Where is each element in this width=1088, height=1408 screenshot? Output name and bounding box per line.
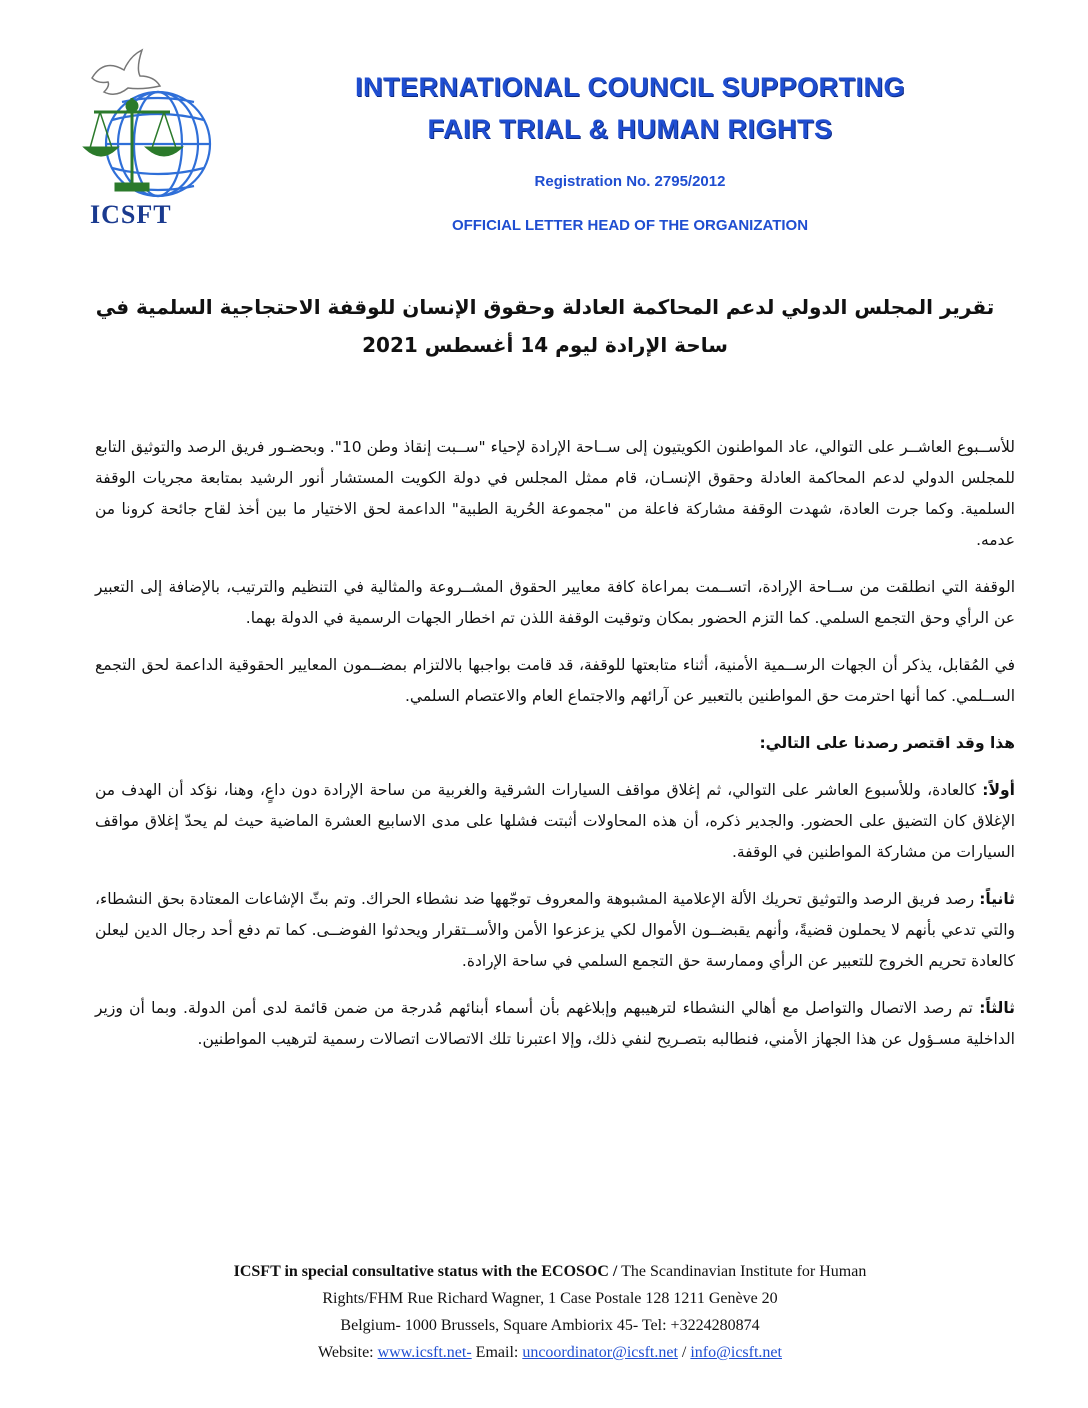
email-link-info[interactable]: info@icsft.net	[690, 1344, 782, 1361]
letterhead-label: OFFICIAL LETTER HEAD OF THE ORGANIZATION	[451, 217, 809, 234]
dove-scales-globe-icon	[70, 36, 220, 206]
report-body	[95, 432, 1015, 1071]
item-2-lead: ثانياً:	[979, 890, 1015, 908]
paragraph-2: الوقفة التي انطلقت من ســاحة الإرادة، اتســمت بمراعاة كافة معايير الحقوق المشــروعة والمثالية في التنظيم والترتيب، بالإضافة إلى التعبير عن الرأي وحق التجمع السلمي. كما التزم الحضور بمكان وتوقيت الوقفة اللذن تم اخطار الجهات الرسمية في الدولة بهما.	[95, 578, 1015, 627]
website-link[interactable]: www.icsft.net-	[377, 1344, 472, 1361]
email-label: Email:	[471, 1344, 523, 1361]
footer-line-4	[90, 1339, 1010, 1366]
footer-line-2: Rights/FHM Rue Richard Wagner, 1 Case Postale 128 1211 Genève 20	[322, 1290, 778, 1307]
item-3-text: تم رصد الاتصال والتواصل مع أهالي النشطاء لترهيبهم وإبلاغهم بأن أسماء أبنائهم مُدرجة من ضمن قائمة لدى أمن الدولة. وبما أن وزير الداخلية مسـؤول عن هذا الجهاز الأمني، فنطالبه بتصـريح لنفي ذلك، وإلا اعتبرنا تلك الاتصالات اتصالات رسمية لترهيب المواطنين.	[95, 999, 1015, 1048]
observation-item-3	[95, 993, 1015, 1055]
footer-institute: The Scandinavian Institute for Human	[617, 1263, 867, 1280]
website-label: Website:	[318, 1344, 378, 1361]
logo-acronym: ICSFT	[90, 200, 172, 229]
item-1-lead: أولاً:	[982, 781, 1015, 799]
report-title-line2: ساحة الإرادة ليوم 14 أغسطس 2021	[362, 333, 728, 357]
report-title-line1: تقرير المجلس الدولي لدعم المحاكمة العادلة وحقوق الإنسان للوقفة الاحتجاجية السلمية في	[95, 295, 995, 319]
footer-line-1	[90, 1258, 1010, 1285]
email-separator: /	[677, 1344, 691, 1361]
footer-status: ICSFT in special consultative status with the ECOSOC /	[233, 1263, 618, 1280]
item-2-text: رصد فريق الرصد والتوثيق تحريك الألة الإعلامية المشبوهة والمعروف توجّهها ضد نشطاء الحراك. وتم بثّ الإشاعات المعتادة بحق النشطاء، والتي تدعي بأنهم لا يحملون قضيةً، وأنهم يقبضــون الأموال لكي يزعزعوا الأمن والأســتقرار ويحدثوا الفوضــى. كما تم دفع أحد رجال الدين ليعلن كالعادة تحريم الخروج للتعبير عن الرأي وممارسة حق التجمع السلمي في ساحة الإرادة.	[95, 890, 1015, 970]
page-footer	[90, 1258, 1010, 1366]
report-title	[80, 288, 1010, 364]
footer-line-3: Belgium- 1000 Brussels, Square Ambiorix 45- Tel: +3224280874	[340, 1317, 760, 1334]
registration-number: Registration No. 2795/2012	[534, 173, 726, 190]
observation-item-2	[95, 884, 1015, 977]
observations-heading: هذا وقد اقتصر رصدنا على التالي:	[759, 734, 1015, 752]
item-3-lead: ثالثاً:	[979, 999, 1015, 1017]
email-link-coordinator[interactable]: uncoordinator@icsft.net	[522, 1344, 678, 1361]
paragraph-3: في المُقابل، يذكر أن الجهات الرســمية الأمنية، أثناء متابعتها للوقفة، قد قامت بواجبها بالالتزام بمضــمون المعايير الحقوقية الداعمة لحق التجمع الســلمي. كما أنها احترمت حق المواطنين بالتعبير عن آرائهم والاجتماع العام والاعتصام السلمي.	[95, 656, 1015, 705]
paragraph-1: للأســبوع العاشــر على التوالي، عاد المواطنون الكويتيون إلى ســاحة الإرادة لإحياء "ســبت إنقاذ وطن 10". وبحضـور فريق الرصد والتوثيق التابع للمجلس الدولي لدعم المحاكمة العادلة وحقوق الإنسـان، قام ممثل المجلس في دولة الكويت المستشار أنور الرشيد بمتابعة مجريات الوقفة السلمية. وكما جرت العادة، شهدت الوقفة مشاركة فاعلة من "مجموعة الحُرية الطبية" الداعمة لحق الاختيار ما بين أخذ لقاح جائحة كرونا من عدمه.	[95, 438, 1015, 549]
org-name-line2: FAIR TRIAL & HUMAN RIGHTS	[427, 114, 833, 144]
item-1-text: كالعادة، وللأسبوع العاشر على التوالي، ثم إغلاق مواقف السيارات الشرقية والغربية من ساحة الإرادة دون داعٍ، وهنا، نؤكد أن الهدف من الإغلاق كان التضيق على الحضور. والجدير ذكره، أن هذه المحاولات أثبتت فشلها على مدى الاسابيع العشرة الماضية حيث لم يحدّ إغلاق مواقف السيارات من مشاركة المواطنين في الوقفة.	[95, 781, 1015, 861]
observation-item-1	[95, 775, 1015, 868]
org-name-line1: INTERNATIONAL COUNCIL SUPPORTING	[354, 72, 905, 102]
